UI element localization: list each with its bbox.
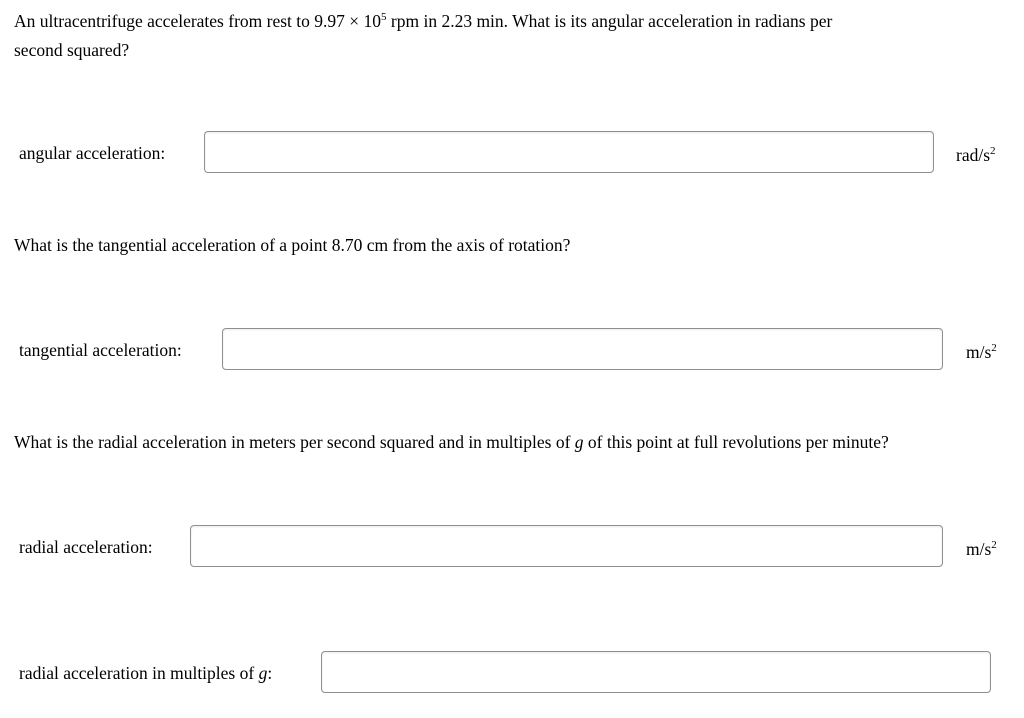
tangential-acceleration-unit: $m/s^2$ — [966, 342, 997, 362]
tangential-acceleration-row — [19, 328, 1009, 372]
tangential-acceleration-input[interactable] — [222, 328, 943, 370]
radial-acceleration-g-input[interactable] — [321, 651, 991, 693]
radial-acceleration-g-row — [19, 651, 1009, 695]
angular-acceleration-label: angular acceleration: — [19, 143, 166, 163]
tangential-acceleration-label: tangential acceleration: — [19, 340, 182, 360]
question-tangential: What is the tangential acceleration of a point 8.70 cm from the axis of rotation? — [14, 235, 571, 255]
radial-acceleration-input[interactable] — [190, 525, 943, 567]
angular-acceleration-row — [19, 131, 1009, 175]
question-radial: What is the radial acceleration in meters per second squared and in multiples of g of this point at full revolutions per minute? — [14, 432, 889, 452]
question-angular: An ultracentrifuge accelerates from rest to $9.97 \times 10^5$ rpm in 2.23 min. What is its angular acceleration in radians per second squared? — [14, 11, 833, 60]
radial-acceleration-row — [19, 525, 1009, 569]
angular-acceleration-unit: rad/$s^2$ — [956, 145, 996, 165]
radial-acceleration-unit: $m/s^2$ — [966, 539, 997, 559]
angular-acceleration-input[interactable] — [204, 131, 934, 173]
radial-acceleration-g-label: radial acceleration in multiples of g: — [19, 663, 273, 683]
radial-acceleration-label: radial acceleration: — [19, 537, 153, 557]
